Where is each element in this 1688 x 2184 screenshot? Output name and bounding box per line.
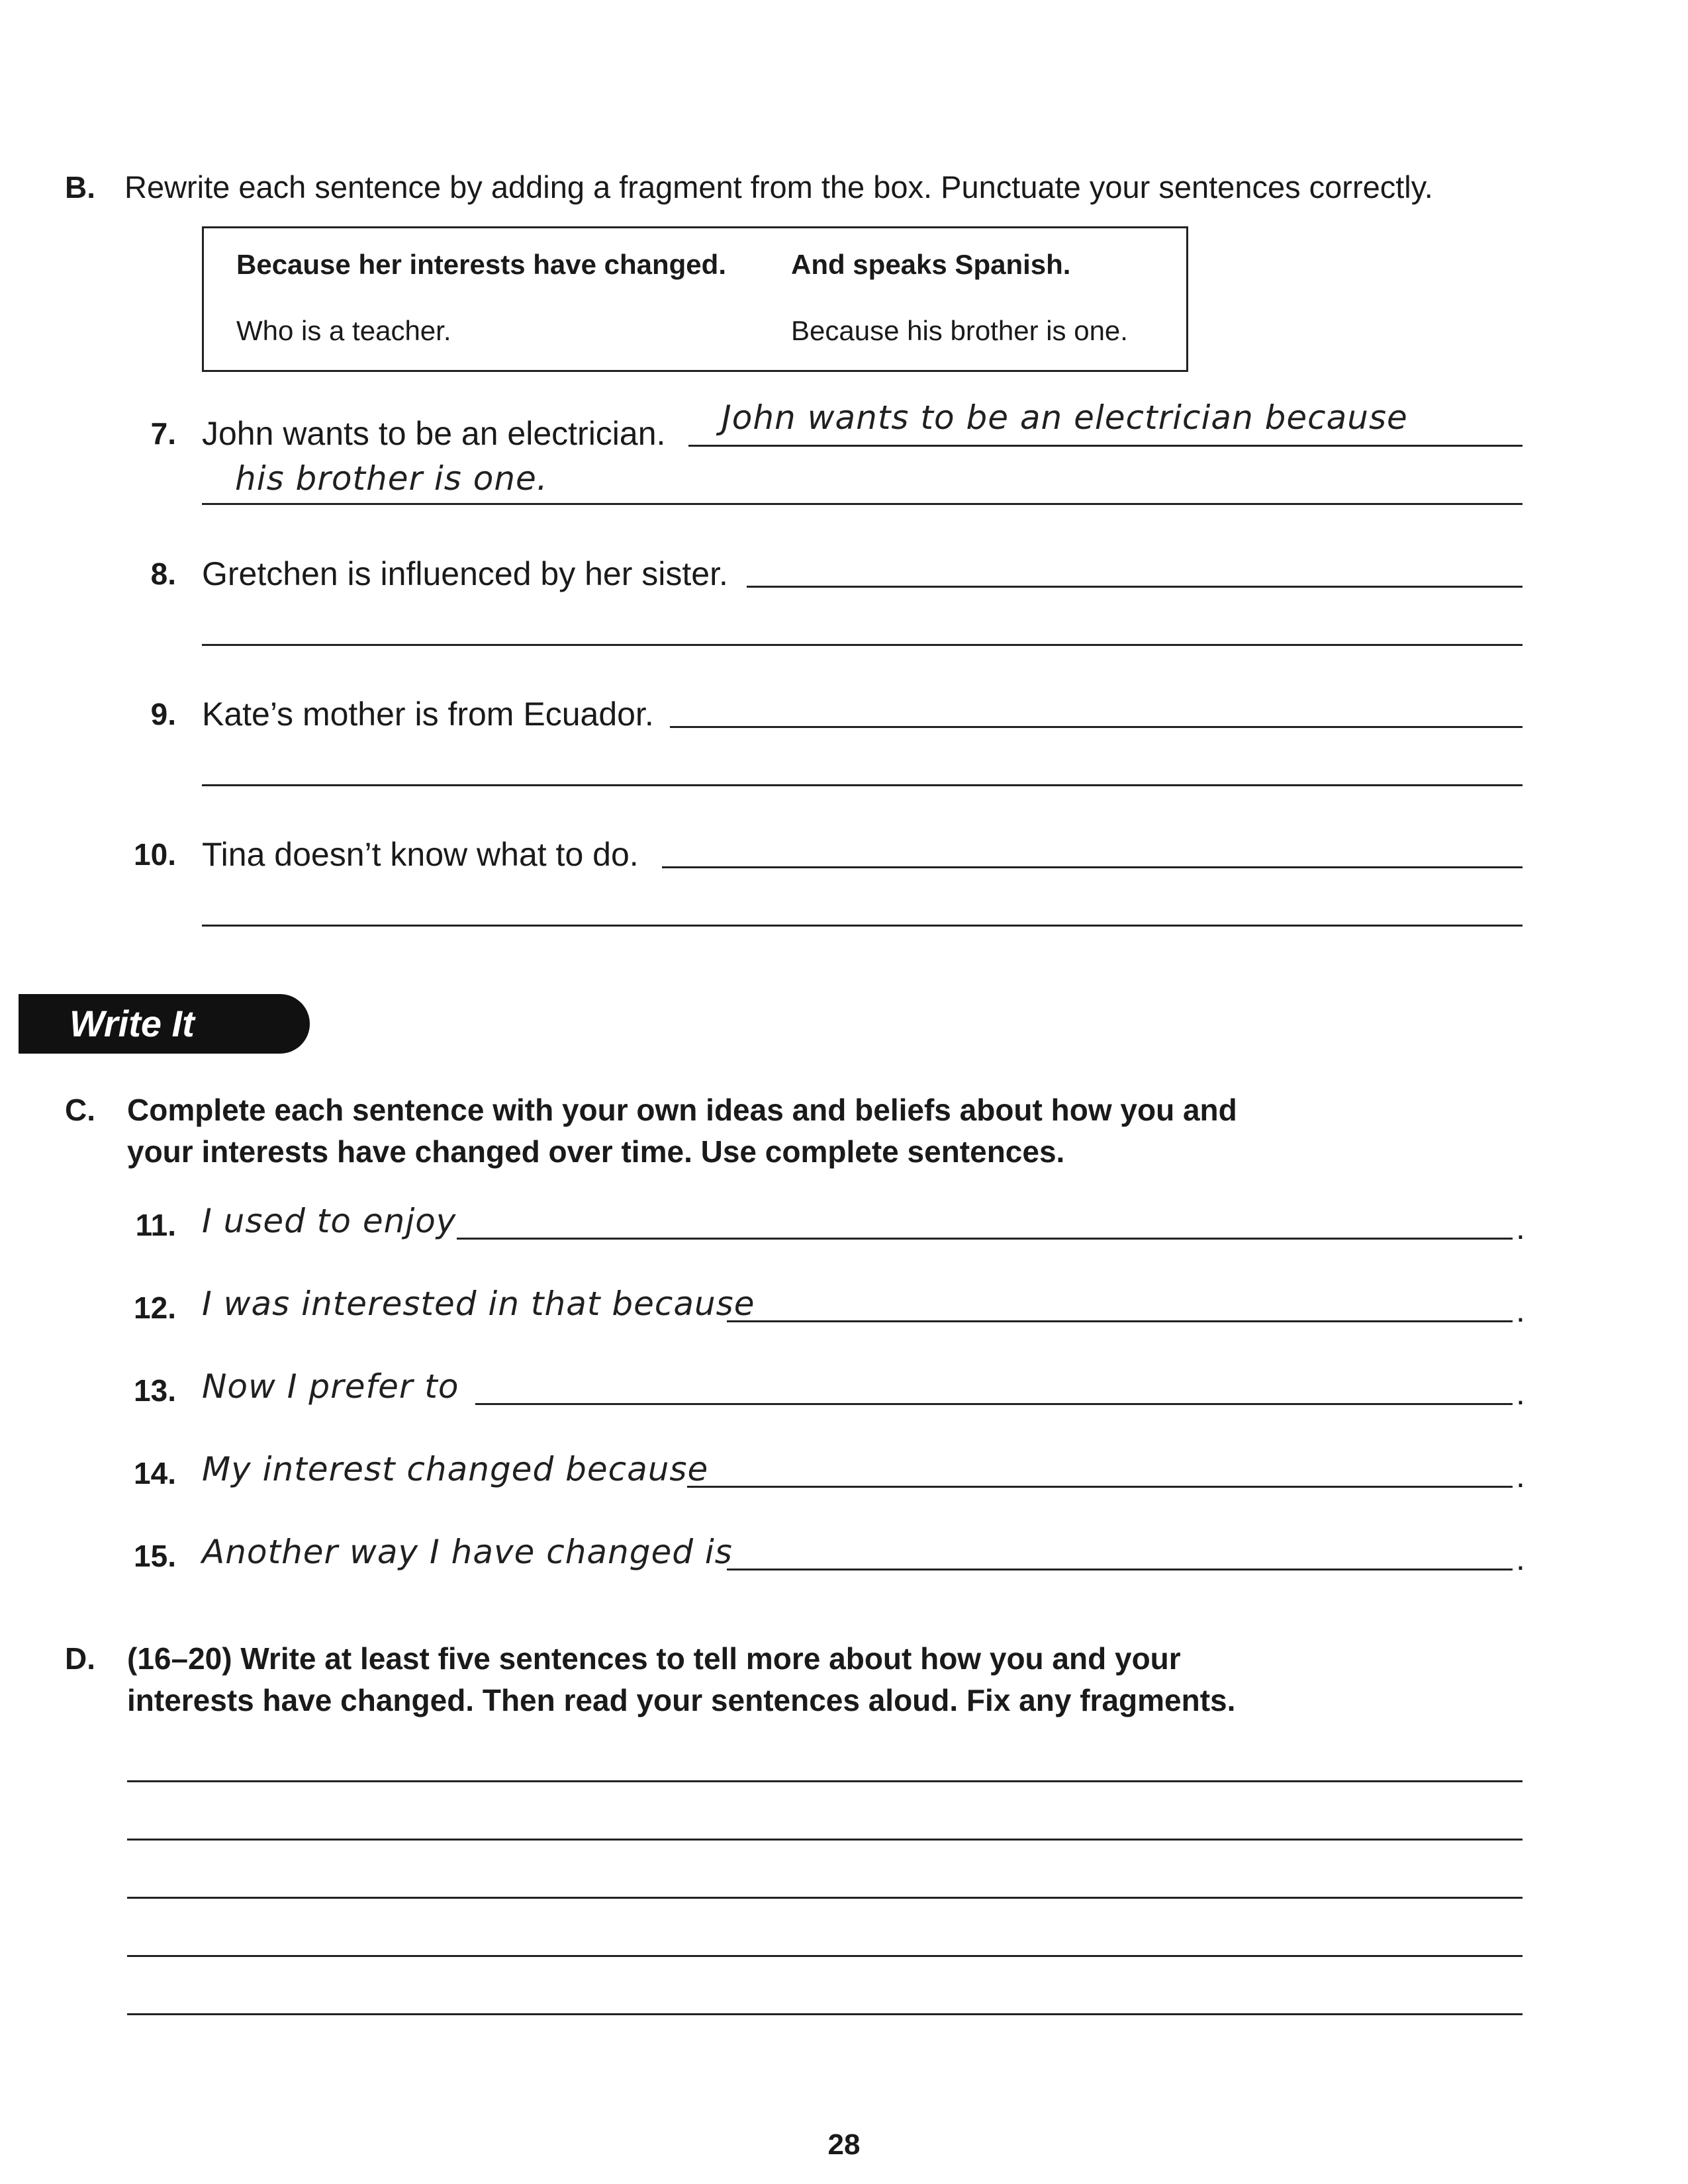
answer-line[interactable] (727, 1320, 1513, 1322)
item-number: 14. (134, 1456, 176, 1490)
write-it-title: Write It (70, 1003, 195, 1044)
writing-line[interactable] (127, 1839, 1523, 1841)
period-mark: . (1516, 1457, 1525, 1494)
item-number: 12. (134, 1291, 176, 1325)
writing-line[interactable] (127, 2013, 1523, 2015)
prompt-text: Another way I have changed is (202, 1533, 733, 1571)
answer-line[interactable] (202, 784, 1523, 786)
item-number: 13. (134, 1373, 176, 1408)
answer-line[interactable] (202, 925, 1523, 927)
section-c-label: C. (65, 1093, 95, 1127)
section-d-instruction: (16–20) Write at least five sentences to tell more about how you and your (127, 1641, 1181, 1676)
item-number: 15. (134, 1539, 176, 1573)
answer-line[interactable] (457, 1238, 1513, 1240)
writing-line[interactable] (127, 1955, 1523, 1957)
writing-line[interactable] (127, 1780, 1523, 1782)
period-mark: . (1516, 1375, 1525, 1412)
page-number: 28 (827, 2128, 861, 2161)
period-mark: . (1516, 1292, 1525, 1329)
item-number: 8. (150, 557, 176, 591)
answer-line[interactable] (662, 866, 1523, 868)
fragment-item: Because her interests have changed. (236, 249, 726, 280)
section-d-label: D. (65, 1641, 95, 1676)
item-number: 9. (150, 697, 176, 731)
answer-line[interactable] (202, 644, 1523, 646)
prompt-text: I used to enjoy (202, 1202, 457, 1240)
item-sentence: Kate’s mother is from Ecuador. (202, 696, 654, 733)
answer-line[interactable] (475, 1403, 1513, 1405)
section-c-instruction: Complete each sentence with your own ideas and beliefs about how you and (127, 1093, 1237, 1127)
period-mark: . (1516, 1540, 1525, 1577)
item-number: 10. (134, 837, 176, 872)
item-number: 11. (135, 1208, 176, 1242)
answer-line[interactable] (688, 445, 1523, 447)
fragment-item: And speaks Spanish. (791, 249, 1071, 280)
item-sentence: John wants to be an electrician. (202, 415, 666, 452)
item-sentence: Tina doesn’t know what to do. (202, 836, 639, 873)
prompt-text: My interest changed because (202, 1450, 709, 1488)
answer-line[interactable] (670, 726, 1523, 728)
prompt-text: I was interested in that because (202, 1285, 755, 1323)
prompt-text: Now I prefer to (202, 1367, 459, 1406)
period-mark: . (1516, 1209, 1525, 1246)
section-c-instruction: your interests have changed over time. Use complete sentences. (127, 1134, 1065, 1169)
fragment-item: Who is a teacher. (236, 315, 451, 346)
section-d-instruction: interests have changed. Then read your sentences aloud. Fix any fragments. (127, 1683, 1236, 1717)
answer-line[interactable] (687, 1486, 1513, 1488)
answer-line[interactable] (727, 1569, 1513, 1570)
item-sentence: Gretchen is influenced by her sister. (202, 555, 728, 592)
section-b-instruction: Rewrite each sentence by adding a fragment from the box. Punctuate your sentences correctly. (124, 169, 1433, 205)
answer-line[interactable] (747, 586, 1523, 588)
fragment-item: Because his brother is one. (791, 315, 1128, 346)
handwritten-answer: his brother is one. (235, 459, 548, 498)
section-b-label: B. (65, 170, 95, 205)
handwritten-answer: John wants to be an electrician because (722, 398, 1408, 437)
answer-line[interactable] (202, 503, 1523, 505)
item-number: 7. (150, 416, 176, 451)
writing-line[interactable] (127, 1897, 1523, 1899)
